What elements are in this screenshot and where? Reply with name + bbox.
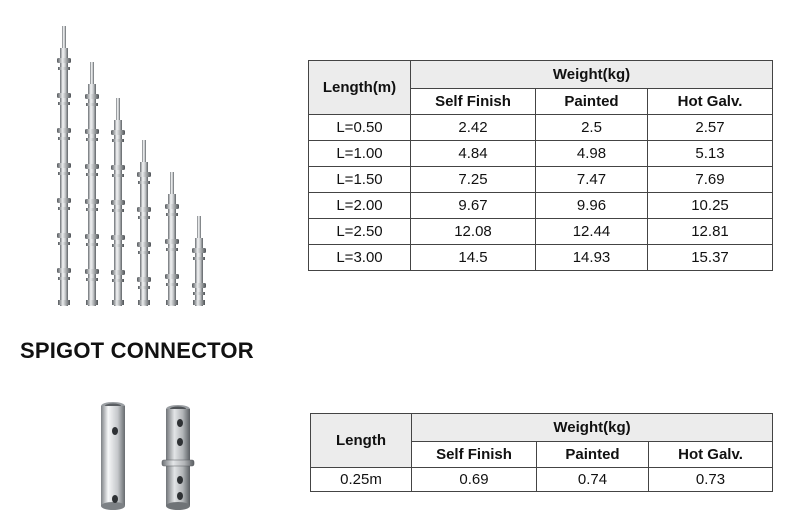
length-cell: L=1.00 — [309, 141, 411, 167]
self-finish-cell: 4.84 — [411, 141, 536, 167]
self-finish-cell: 14.5 — [411, 245, 536, 271]
standard-pole — [111, 98, 125, 306]
hot-galv-cell: 12.81 — [648, 219, 773, 245]
painted-cell: 7.47 — [536, 167, 648, 193]
painted-header: Painted — [537, 442, 649, 468]
section-title: SPIGOT CONNECTOR — [20, 338, 254, 363]
self-finish-cell: 12.08 — [411, 219, 536, 245]
weight-group-header: Weight(kg) — [412, 414, 773, 442]
self-finish-header: Self Finish — [411, 89, 536, 115]
table-row — [309, 193, 773, 219]
spigot-connector-image — [96, 396, 206, 516]
length-cell: L=2.50 — [309, 219, 411, 245]
hot-galv-cell: 15.37 — [648, 245, 773, 271]
hot-galv-cell: 5.13 — [648, 141, 773, 167]
table-row — [311, 468, 773, 492]
standards-weight-table — [308, 60, 773, 271]
length-cell: L=1.50 — [309, 167, 411, 193]
painted-cell: 0.74 — [537, 468, 649, 492]
hot-galv-cell: 7.69 — [648, 167, 773, 193]
self-finish-cell: 9.67 — [411, 193, 536, 219]
painted-cell: 14.93 — [536, 245, 648, 271]
table-row — [309, 219, 773, 245]
table-row — [309, 115, 773, 141]
length-cell: L=0.50 — [309, 115, 411, 141]
painted-cell: 9.96 — [536, 193, 648, 219]
length-column-header: Length(m) — [309, 61, 411, 115]
self-finish-cell: 0.69 — [412, 468, 537, 492]
standard-pole — [165, 172, 179, 306]
standard-pole — [137, 140, 151, 306]
length-cell: 0.25m — [311, 468, 412, 492]
spigot-weight-table — [310, 413, 773, 492]
self-finish-cell: 7.25 — [411, 167, 536, 193]
length-column-header: Length — [311, 414, 412, 468]
hot-galv-header: Hot Galv. — [649, 442, 773, 468]
standard-pole — [57, 26, 71, 306]
hot-galv-header: Hot Galv. — [648, 89, 773, 115]
hot-galv-cell: 0.73 — [649, 468, 773, 492]
standards-image — [40, 20, 230, 312]
weight-group-header: Weight(kg) — [411, 61, 773, 89]
standard-pole — [192, 216, 206, 306]
hot-galv-cell: 10.25 — [648, 193, 773, 219]
self-finish-header: Self Finish — [412, 442, 537, 468]
painted-cell: 12.44 — [536, 219, 648, 245]
painted-header: Painted — [536, 89, 648, 115]
table-row — [309, 245, 773, 271]
painted-cell: 2.5 — [536, 115, 648, 141]
hot-galv-cell: 2.57 — [648, 115, 773, 141]
table-row — [309, 141, 773, 167]
self-finish-cell: 2.42 — [411, 115, 536, 141]
painted-cell: 4.98 — [536, 141, 648, 167]
length-cell: L=3.00 — [309, 245, 411, 271]
standard-pole — [85, 62, 99, 306]
table-row — [309, 167, 773, 193]
length-cell: L=2.00 — [309, 193, 411, 219]
